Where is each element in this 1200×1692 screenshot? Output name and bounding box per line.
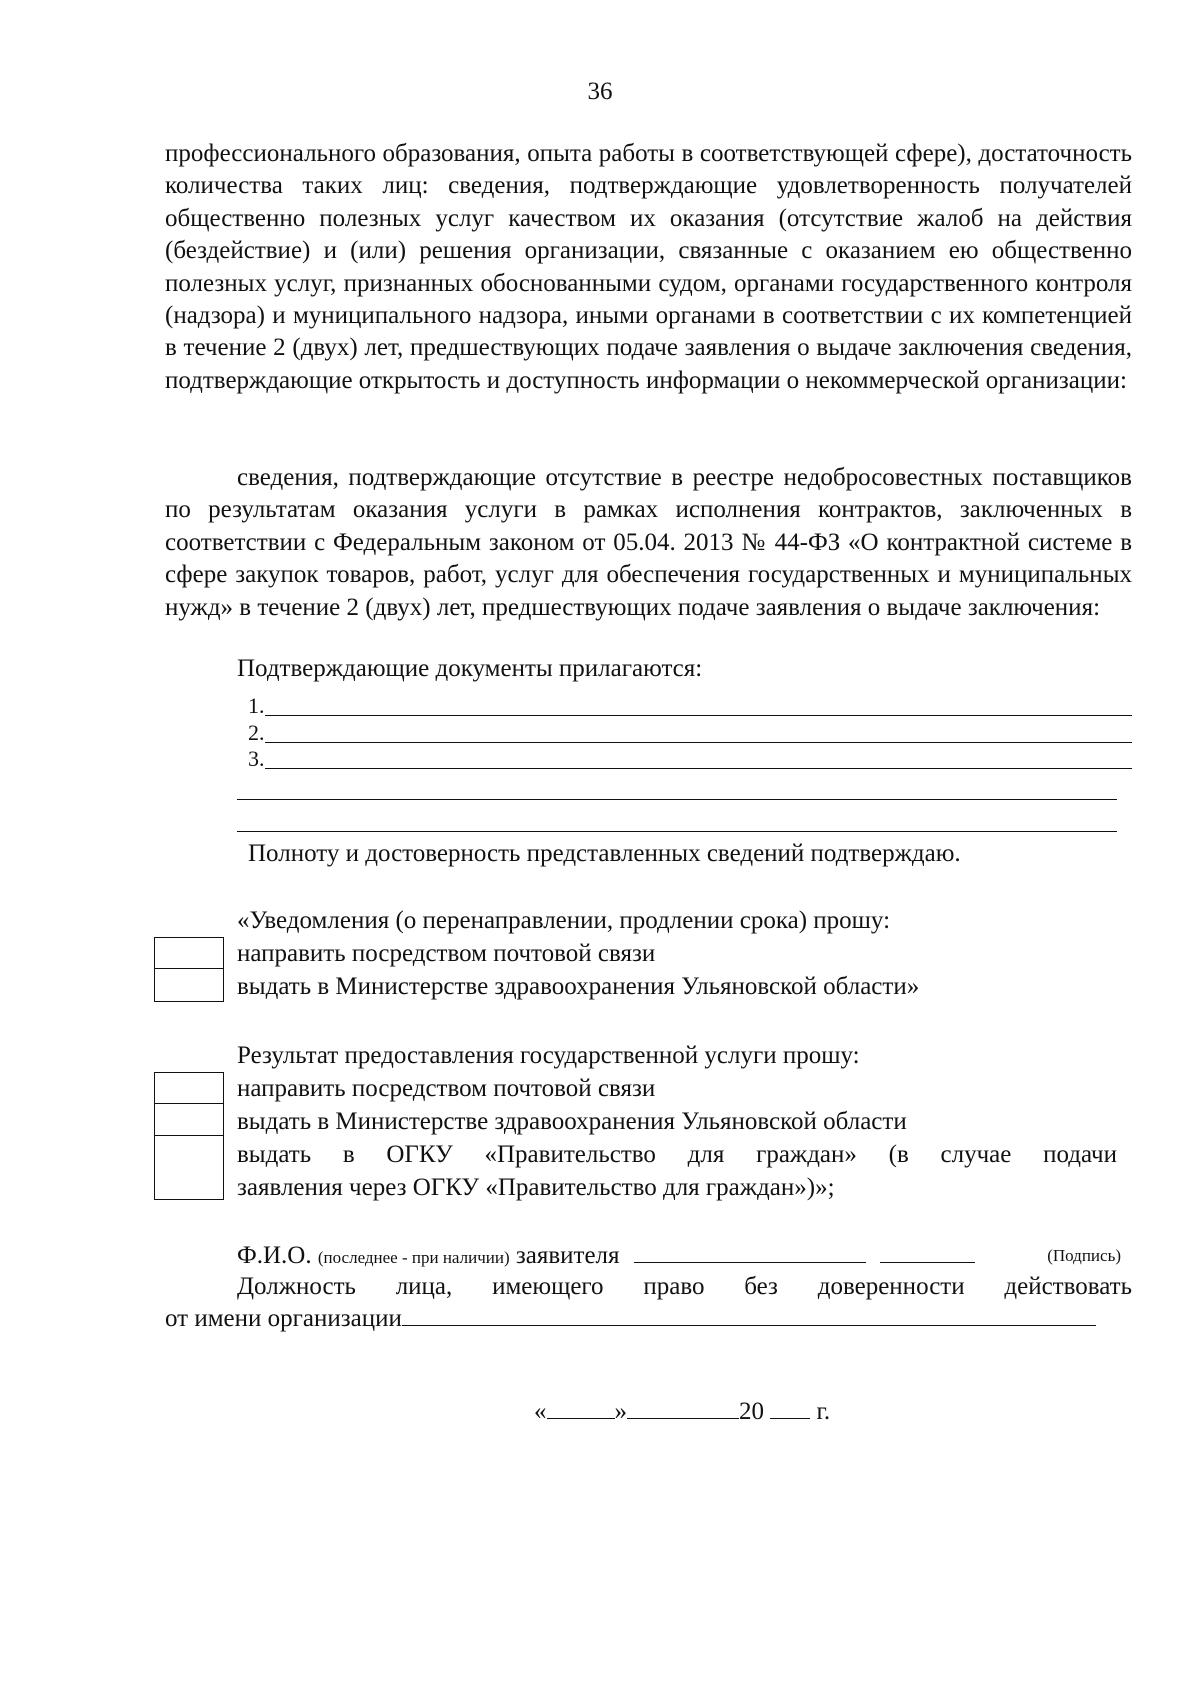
result-option-ogku: выдать в ОГКУ «Правительство для граждан» (в случае подачи — [237, 1141, 1117, 1168]
result-option-ministry: выдать в Министерстве здравоохранения Ульяновской области — [237, 1108, 907, 1135]
applicant-label: заявителя — [515, 1242, 620, 1269]
paragraph-unfair-suppliers: сведения, подтверждающие отсутствие в реестре недобросовестных поставщиков по результатам оказания услуги в рамках исполнения контрактов, заключенных в соответствии с Федеральным законом от 05.04. 2013 № 44-ФЗ «О контрактной системе в сфере закупок товаров, работ, услуг для обеспечения государственных и муниципальных нужд» в течение 2 (двух) лет, предшествующих подаче заявления о выдаче заключения: — [165, 464, 1132, 621]
position-label-continued: от имени организации — [165, 1305, 402, 1332]
position-label: Должность лица, имеющего право без доверенности действовать — [237, 1273, 1132, 1300]
paragraph-qualifications: профессионального образования, опыта работы в соответствующей сфере), достаточность количества таких лиц: сведения, подтверждающие удовлетворенность получателей общественно полезных услуг качеством их оказания (отсутствие жалоб на действия (бездействие) и (или) решения организации, связанные с оказанием ею общественно полезных услуг, признанных обоснованными судом, органами государственного контроля (надзора) и муниципального надзора, иными органами в соответствии с их компетенцией в течение 2 (двух) лет, предшествующих подаче заявления о выдаче заключения сведения, подтверждающие открытость и доступность информации о некоммерческой организации: — [165, 140, 1132, 394]
date-year-field[interactable] — [770, 1396, 810, 1419]
attached-document-line-3[interactable] — [248, 746, 1132, 772]
result-heading: Результат предоставления государственной услуги прошу: — [237, 1042, 860, 1069]
result-option-ogku-continued: заявления через ОГКУ «Правительство для граждан»)»; — [237, 1174, 835, 1201]
notifications-mail-checkbox[interactable] — [154, 937, 224, 970]
attached-document-field[interactable] — [265, 742, 1132, 743]
result-ministry-checkbox[interactable] — [154, 1103, 224, 1137]
result-mail-checkbox[interactable] — [154, 1072, 224, 1105]
date-month-field[interactable] — [627, 1396, 739, 1419]
signature-field[interactable] — [880, 1240, 975, 1263]
attached-document-number: 3. — [248, 746, 265, 771]
date-day-field[interactable] — [547, 1396, 615, 1419]
attached-document-field[interactable] — [265, 715, 1132, 716]
extra-document-line[interactable] — [237, 799, 1117, 800]
notifications-section — [237, 904, 1117, 1003]
result-option-mail: направить посредством почтовой связи — [237, 1075, 656, 1102]
fio-note: (последнее - при наличии) — [317, 1248, 510, 1267]
notifications-heading: «Уведомления (о перенаправлении, продлении срока) прошу: — [237, 907, 891, 934]
date-close-quote: » — [614, 1398, 627, 1425]
notifications-ministry-checkbox[interactable] — [154, 968, 224, 1002]
result-section — [237, 1039, 1117, 1204]
date-year-prefix: 20 — [739, 1398, 764, 1425]
position-field[interactable] — [402, 1303, 1096, 1326]
signature-row — [237, 1240, 1121, 1270]
attached-document-field[interactable] — [265, 768, 1132, 769]
attached-document-line-1[interactable] — [248, 693, 1132, 719]
attached-document-line-2[interactable] — [248, 720, 1132, 746]
confirmation-text: Полноту и достоверность представленных сведений подтверждаю. — [248, 840, 961, 867]
result-ogku-checkbox[interactable] — [154, 1135, 224, 1200]
date-year-suffix: г. — [816, 1398, 831, 1425]
attached-documents-label: Подтверждающие документы прилагаются: — [237, 655, 703, 682]
position-block — [165, 1271, 1132, 1335]
applicant-name-field[interactable] — [634, 1240, 866, 1263]
notifications-option-mail: направить посредством почтовой связи — [237, 940, 656, 967]
fio-label: Ф.И.О. — [237, 1242, 312, 1269]
notifications-option-ministry: выдать в Министерстве здравоохранения Ульяновской области» — [237, 973, 920, 1000]
date-open-quote: « — [534, 1398, 547, 1425]
extra-document-line[interactable] — [237, 831, 1117, 832]
signature-label: (Подпись) — [1047, 1246, 1121, 1265]
page-number: 36 — [587, 78, 613, 105]
attached-document-number: 2. — [248, 720, 265, 745]
date-row — [534, 1396, 830, 1426]
attached-document-number: 1. — [248, 693, 265, 718]
